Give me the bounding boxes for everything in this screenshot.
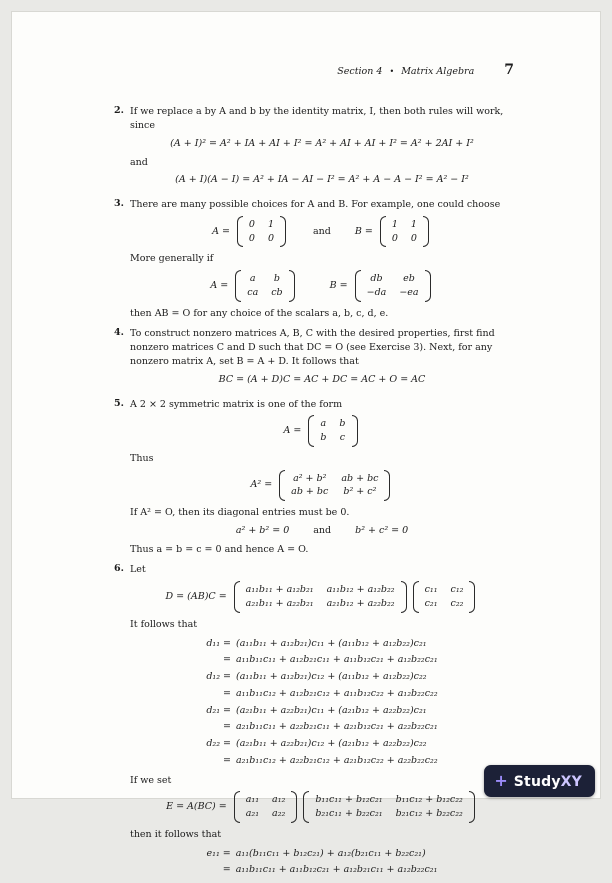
item6-follows: It follows that [130,618,198,630]
derivation-lhs: d₂₂ = [206,738,231,750]
matrix-cell: −da [366,286,387,298]
matrix-label-A: A = [212,225,230,237]
and-word: and [313,524,332,536]
matrix-cell: a₁₁b₁₂ + a₁₂b₂₂ [326,584,395,596]
matrix-cell: c [339,432,346,444]
matrix-cell: b [273,273,280,285]
item6-if-we-set: If we set [130,774,172,786]
item-number: 6. [114,563,124,575]
item3-intro: There are many possible choices for A and B. For example, one could choose [130,199,501,211]
equation-right: b² + c² = 0 [355,524,409,536]
derivation-lhs: e₁₁ = [206,847,231,859]
matrix-cell: 0 [267,232,274,244]
logo-text-xy: XY [560,774,582,790]
derivation-rhs: a₂₁b₁₁c₁₁ + a₂₂b₂₁c₁₁ + a₂₁b₁₂c₂₁ + a₂₂b₂₂c₂₁ [236,721,438,733]
derivation-lhs: d₁₁ = [206,637,231,649]
derivation-rhs: a₁₁(b₁₁c₁₁ + b₁₂c₂₁) + a₁₂(b₂₁c₁₁ + b₂₂c₂₁) [235,847,426,859]
matrix-cell: a [320,418,327,430]
matrix-cell: a₂₁b₁₂ + a₂₂b₂₂ [326,597,395,609]
matrix-cell: 1 [267,218,274,230]
derivation-lhs: = [223,687,231,699]
matrix-label-A: A = [283,425,302,437]
derivation-rhs: a₁₁b₁₁c₁₁ + a₁₂b₂₁c₁₁ + a₁₁b₁₂c₂₁ + a₁₂b₂₂c₂₁ [236,654,438,666]
matrix-cell: 0 [391,232,398,244]
matrix-B2 [355,270,431,302]
matrix-cell: 1 [410,218,417,230]
item-number: 5. [114,397,124,409]
derivation-rhs: a₁₁b₁₁c₁₁ + a₁₁b₁₂c₂₁ + a₁₂b₂₁c₁₁ + a₁₂b₂₂c₂₁ [235,864,438,876]
matrix-cell: −ea [399,286,419,298]
matrix-cell: eb [403,273,415,285]
logo-text-study: Study [513,774,561,790]
item3-display-1 [130,216,514,248]
item5-intro: A 2 × 2 symmetric matrix is one of the form [130,398,343,410]
matrix-cell: a₂₁b₁₁ + a₂₂b₂₁ [245,597,314,609]
right-paren [291,791,297,823]
and-word: and [313,225,331,237]
item3-display-2 [130,270,514,302]
matrix-cell: b₂₁c₁₁ + b₂₂c₂₁ [315,808,383,820]
right-paren [289,270,295,302]
right-paren [280,216,286,248]
derivation-lhs: d₁₂ = [206,671,231,683]
item6-let: Let [130,564,146,576]
header-section: Section 4 [337,66,383,77]
matrix-cell: c₂₂ [450,597,464,609]
right-paren [423,216,429,248]
item6-then-follows: then it follows that [130,828,222,840]
matrix-AB [234,581,407,613]
item6-display-D [130,581,514,613]
solution-item-3 [114,197,514,321]
solution-item-2 [114,104,514,192]
derivation-rhs: a₁₁b₁₁c₁₂ + a₁₂b₂₁c₁₂ + a₁₁b₁₂c₂₂ + a₁₂b₂₂c₂₂ [236,687,438,699]
solution-item-5 [114,397,514,558]
item2-connector: and [130,156,148,168]
matrix-label-D: D = (AB)C = [165,591,227,603]
item3-more-generally: More generally if [130,253,214,265]
item5-display-1 [130,415,514,447]
item2-equation-1: (A + I)² = A² + IA + AI + I² = A² + AI + AI + I² = A² + 2AI + I² [170,137,474,149]
matrix-cell: ab + bc [341,472,379,484]
right-paren [425,270,431,302]
matrix-cell: c₂₁ [424,597,438,609]
matrix-A2 [235,270,294,302]
solution-item-6 [114,562,514,883]
matrix-cell: c₁₁ [424,584,438,596]
matrix-label-A-squared: A² = [250,479,273,491]
matrix-cell: b₁₁c₁₂ + b₁₂c₂₂ [395,794,463,806]
matrix-cell: b² + c² [343,486,377,498]
right-paren [469,581,475,613]
matrix-cell: a₂₁ [245,808,260,820]
matrix-cell: a₂₂ [272,808,286,820]
matrix-BC [303,791,475,823]
derivation-rhs: (a₁₁b₁₁ + a₁₂b₂₁)c₁₂ + (a₁₁b₁₂ + a₁₂b₂₂)c₂₂ [236,671,427,683]
derivation-rhs: (a₂₁b₁₁ + a₂₂b₂₁)c₁₂ + (a₂₁b₁₂ + a₂₂b₂₂)c₂₂ [236,738,427,750]
matrix-cell: c₁₂ [450,584,464,596]
matrix-cell: a₁₂ [272,794,286,806]
matrix-A [308,415,357,447]
page-header [114,60,514,80]
item3-conclusion: then AB = O for any choice of the scalars a, b, c, d, e. [130,307,389,319]
logo-text [514,771,582,790]
plus-icon: + [494,770,508,790]
item-number: 4. [114,327,124,339]
item2-intro: If we replace a by A and b by the identity matrix, I, then both rules will work, since [130,106,504,132]
matrix-cell: ab + bc [291,486,329,498]
equation-left: a² + b² = 0 [235,524,290,536]
item-number: 2. [114,105,124,117]
matrix-cell: 1 [391,218,398,230]
item5-thus: Thus [130,452,154,464]
solution-item-4 [114,326,514,391]
matrix-cell: b [320,432,327,444]
matrix-cell: 0 [248,218,255,230]
right-paren [384,470,390,502]
item5-diagonal-text: If A² = O, then its diagonal entries must be 0. [130,507,350,519]
item5-display-2 [130,470,514,502]
derivation-rhs: (a₁₁b₁₁ + a₁₂b₂₁)c₁₁ + (a₁₁b₁₂ + a₁₂b₂₂)c₂₁ [236,637,427,649]
matrix-cell: ca [247,286,259,298]
matrix-cell: a² + b² [293,472,327,484]
matrix-C [413,581,476,613]
matrix-B1 [380,216,429,248]
header-bullet-icon: • [389,67,395,76]
studyxy-logo [484,765,595,797]
matrix-cell: a [249,273,256,285]
derivation-lhs: = [222,864,231,876]
derivation-lhs: = [223,721,231,733]
matrix-A-squared [279,470,390,502]
matrix-cell: db [370,273,383,285]
right-paren [469,791,475,823]
matrix-label-B: B = [329,280,348,292]
item5-display-3 [130,524,514,538]
matrix-A1 [237,216,286,248]
matrix-label-E: E = A(BC) = [166,801,227,813]
item6-e-derivation [130,847,514,878]
item6-d-derivation [130,637,514,768]
matrix-cell: a₁₁ [245,794,260,806]
derivation-rhs: (a₂₁b₁₁ + a₂₂b₂₁)c₁₁ + (a₂₁b₁₂ + a₂₂b₂₂)c₂₁ [236,704,427,716]
matrix-cell: 0 [248,232,255,244]
item4-equation: BC = (A + D)C = AC + DC = AC + O = AC [218,373,426,385]
matrix-cell: b₂₁c₁₂ + b₂₂c₂₂ [395,808,463,820]
matrix-cell: b₁₁c₁₁ + b₁₂c₂₁ [315,794,383,806]
item4-intro: To construct nonzero matrices A, B, C with the desired properties, first find nonzero matrices C and D such that DC = O (see Exercise 3). Next, for any nonzero matrix A, set B = A + D. It follows that [130,328,495,368]
matrix-cell: b [339,418,346,430]
right-paren [352,415,358,447]
matrix-cell: a₁₁b₁₁ + a₁₂b₂₁ [245,584,314,596]
derivation-lhs: d₂₁ = [206,704,231,716]
derivation-rhs: a₂₁b₁₁c₁₂ + a₂₂b₂₁c₁₂ + a₂₁b₁₂c₂₂ + a₂₂b₂₂c₂₂ [236,754,438,766]
matrix-A [234,791,298,823]
matrix-cell: 0 [410,232,417,244]
matrix-cell: cb [271,286,283,298]
item2-equation-2: (A + I)(A − I) = A² + IA − AI − I² = A² + A − A − I² = A² − I² [175,174,469,186]
document-page [11,11,601,876]
item-number: 3. [114,198,124,210]
header-book-title: Matrix Algebra [401,66,475,77]
derivation-lhs: = [223,654,231,666]
page-number: 7 [504,62,514,78]
matrix-label-A: A = [210,280,229,292]
right-paren [401,581,407,613]
item6-display-E [130,791,514,823]
item5-conclusion: Thus a = b = c = 0 and hence A = O. [130,543,309,555]
derivation-lhs: = [223,754,231,766]
matrix-label-B: B = [354,225,373,237]
